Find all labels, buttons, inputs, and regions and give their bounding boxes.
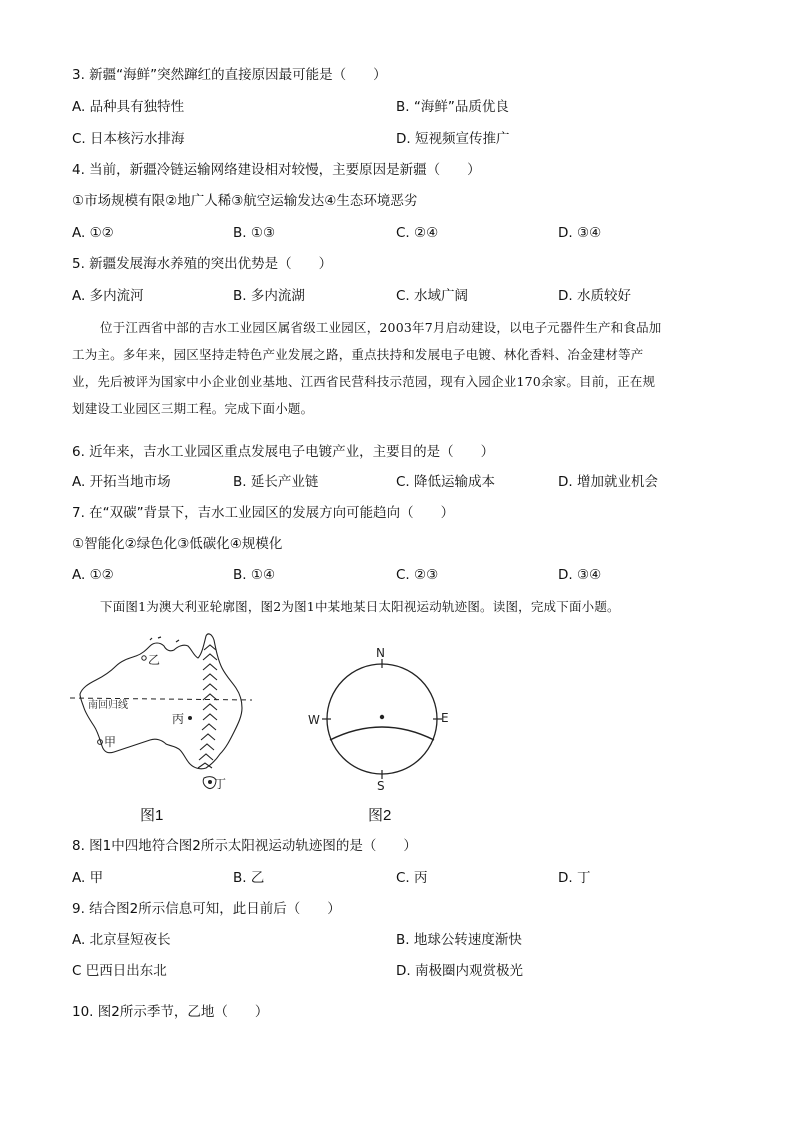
point-yi [142,656,146,660]
question-6-option-c: C. 降低运输成本 [396,474,496,490]
passage-line-4: 划建设工业园区三期工程。完成下面小题。 [72,401,314,416]
label-jia: 甲 [104,735,117,749]
question-9-stem: 9. 结合图2所示信息可知，此日前后（ ） [72,901,341,917]
question-3-stem: 3. 新疆“海鲜”突然蹿红的直接原因最可能是（ ） [72,67,387,83]
label-tropic: 南回归线 [88,700,128,711]
question-4-option-a: A. ①② [72,225,114,241]
question-6-stem: 6. 近年来，吉水工业园区重点发展电子电镀产业，主要目的是（ ） [72,444,495,460]
question-4-option-d: D. ③④ [558,225,602,241]
question-7-option-a: A. ①② [72,567,114,583]
label-ding: 丁 [214,777,227,791]
question-5-option-a: A. 多内流河 [72,288,144,304]
question-7-stem: 7. 在“双碳”背景下，吉水工业园区的发展方向可能趋向（ ） [72,505,455,521]
passage-line-1: 位于江西省中部的吉水工业园区属省级工业园区，2003年7月启动建设，以电子元器件生产和食品加 [100,320,662,335]
question-7-option-c: C. ②③ [396,567,439,583]
passage-line-3: 业，先后被评为国家中小企业创业基地、江西省民营科技示范园，现有入园企业170余家。目前，正在规 [72,374,656,389]
question-5-option-d: D. 水质较好 [558,288,631,304]
question-8-option-c: C. 丙 [396,870,428,886]
question-3-option-b: B. “海鲜”品质优良 [396,99,509,115]
question-7-items: ①智能化②绿色化③低碳化④规模化 [72,536,283,552]
north-islands [150,637,179,642]
label-west: W [308,713,320,727]
label-yi: 乙 [148,653,161,667]
question-3-option-c: C. 日本核污水排海 [72,131,185,147]
question-8-stem: 8. 图1中四地符合图2所示太阳视运动轨迹图的是（ ） [72,838,417,854]
passage-figures-intro: 下面图1为澳大利亚轮廓图，图2为图1中某地某日太阳视运动轨迹图。读图，完成下面小题。 [100,599,620,614]
question-5-option-c: C. 水域广阔 [396,288,469,304]
question-9-option-c: C 巴西日出东北 [72,963,167,979]
point-bing [188,716,192,720]
question-4-stem: 4. 当前，新疆冷链运输网络建设相对较慢，主要原因是新疆（ ） [72,162,481,178]
question-6-option-a: A. 开拓当地市场 [72,474,171,490]
figure-2-caption: 图2 [368,807,392,824]
question-9-option-a: A. 北京昼短夜长 [72,932,171,948]
question-6-option-b: B. 延长产业链 [233,474,319,490]
question-3-option-a: A. 品种具有独特性 [72,99,185,115]
label-bing: 丙 [172,712,185,726]
question-10-stem: 10. 图2所示季节，乙地（ ） [72,1004,269,1020]
figure-1-australia-map [66,628,256,798]
label-east: E [441,711,449,725]
label-north: N [376,646,385,660]
figure-2-sun-path-diagram [300,644,460,794]
great-dividing-range-symbol [198,645,217,768]
passage-line-2: 工为主。多年来，园区坚持走特色产业发展之路，重点扶持和发展电子电镀、林化香料、冶金建材等产 [72,347,644,362]
question-4-option-b: B. ①③ [233,225,276,241]
passage-jishui [72,314,722,422]
question-8-option-a: A. 甲 [72,870,104,886]
question-8-option-d: D. 丁 [558,870,591,886]
question-7-option-d: D. ③④ [558,567,602,583]
question-8-option-b: B. 乙 [233,870,265,886]
question-5-option-b: B. 多内流湖 [233,288,305,304]
figure-1-caption: 图1 [140,807,164,824]
question-5-stem: 5. 新疆发展海水养殖的突出优势是（ ） [72,256,333,272]
observer-point [380,715,384,719]
sun-path-arc [330,727,434,740]
point-ding [208,780,212,784]
label-south: S [377,779,385,793]
question-9-option-b: B. 地球公转速度渐快 [396,932,522,948]
question-4-option-c: C. ②④ [396,225,439,241]
question-9-option-d: D. 南极圈内观赏极光 [396,963,523,979]
question-7-option-b: B. ①④ [233,567,276,583]
question-4-items: ①市场规模有限②地广人稀③航空运输发达④生态环境恶劣 [72,193,418,209]
question-3-option-d: D. 短视频宣传推广 [396,131,510,147]
question-6-option-d: D. 增加就业机会 [558,474,658,490]
